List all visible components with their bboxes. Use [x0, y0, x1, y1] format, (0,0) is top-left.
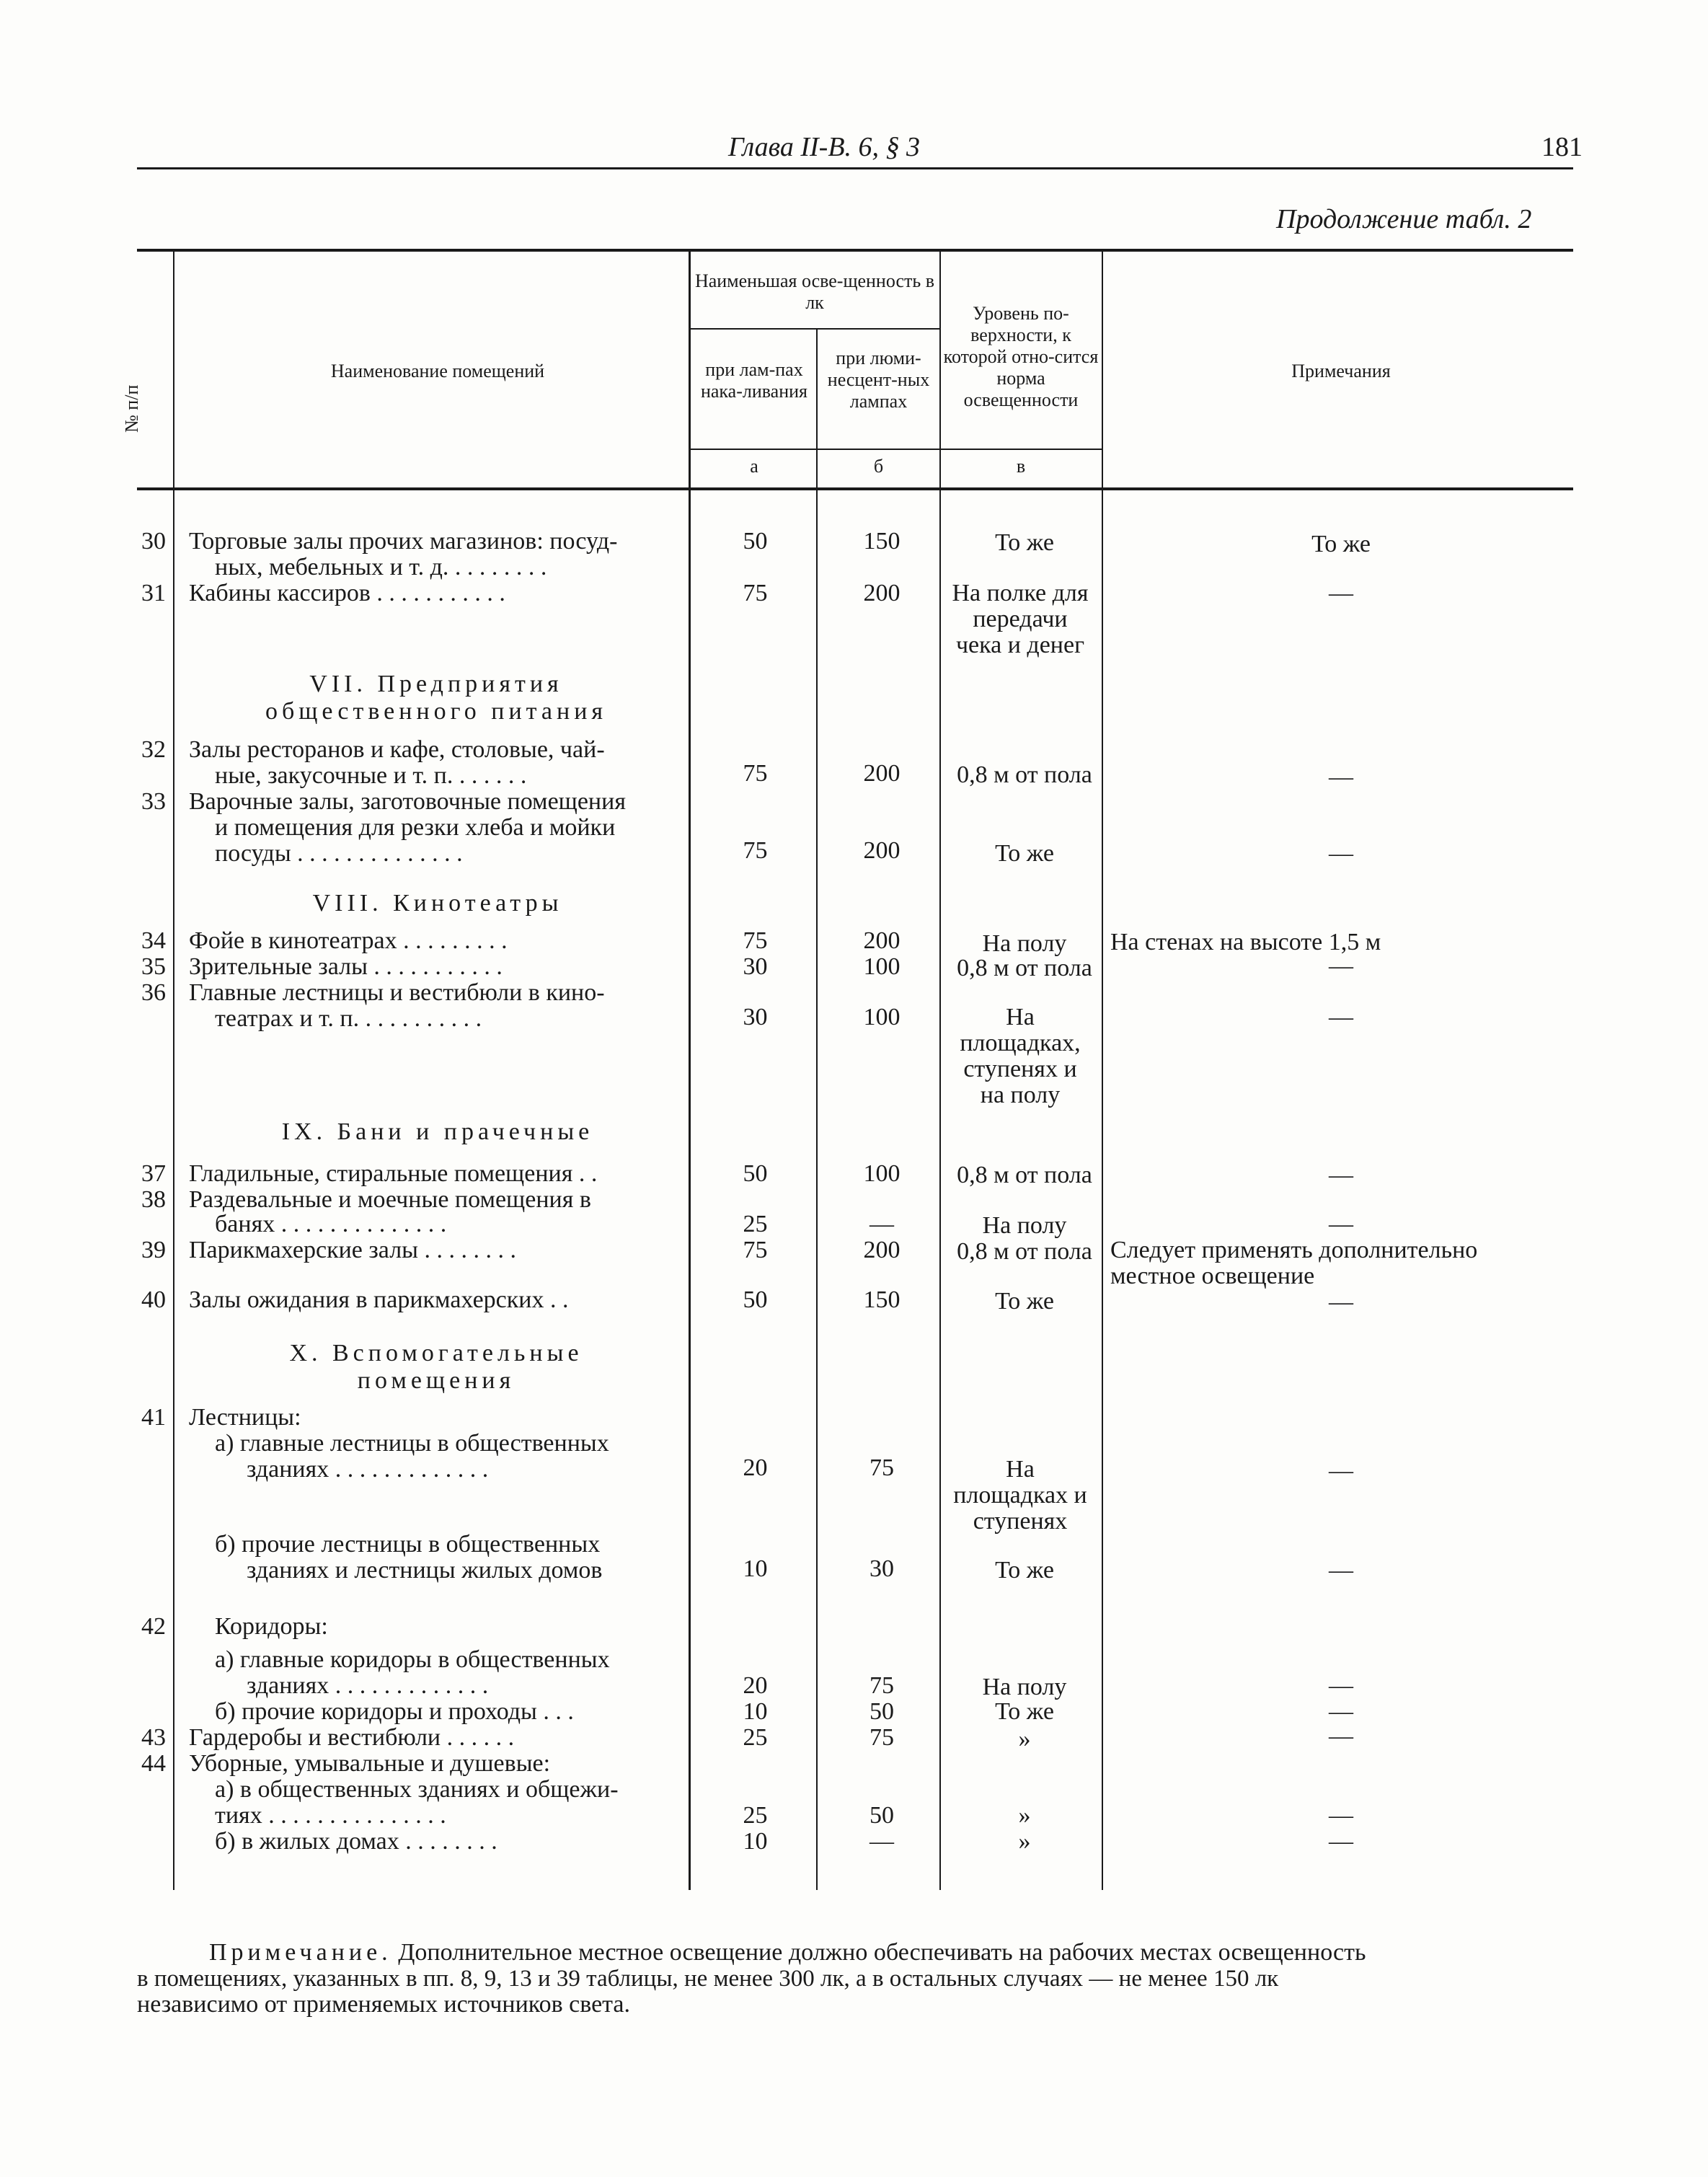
- room-name: Варочные залы, заготовочные помещения: [189, 788, 626, 815]
- row-number: 38: [141, 1186, 166, 1213]
- room-name: Гладильные, стиральные помещения . .: [189, 1160, 598, 1187]
- surface-level: То же: [995, 1557, 1054, 1584]
- value-b: 100: [863, 1004, 901, 1030]
- surface-level: 0,8 м от пола: [957, 1162, 1092, 1188]
- header-letter-rule: [691, 449, 1102, 450]
- row-number: 35: [141, 953, 166, 980]
- value-a: 25: [743, 1802, 768, 1829]
- note: Следует применять дополнительно местное освещение: [1110, 1237, 1478, 1289]
- value-a: 75: [743, 580, 768, 606]
- continuation-label: Продолжение табл. 2: [1276, 204, 1532, 234]
- value-a: 30: [743, 953, 768, 980]
- value-b: 75: [870, 1724, 894, 1751]
- room-name-sub: а) в общественных зданиях и общежи-: [215, 1776, 619, 1803]
- header-group-rule: [691, 328, 939, 330]
- room-name: Лестницы:: [189, 1404, 301, 1431]
- column-header-num: № п/п: [121, 384, 142, 433]
- room-name: Главные лестницы и вестибюли в кино-: [189, 979, 605, 1006]
- surface-level: 0,8 м от пола: [957, 955, 1092, 981]
- note: —: [1329, 764, 1353, 790]
- note: На стенах на высоте 1,5 м: [1110, 929, 1381, 955]
- value-b: —: [870, 1211, 894, 1237]
- value-b: 200: [863, 580, 901, 606]
- value-b: 75: [870, 1454, 894, 1481]
- surface-level: На площадках и ступенях: [953, 1456, 1087, 1535]
- value-a: 50: [743, 1286, 768, 1313]
- surface-level: На полу: [982, 1674, 1067, 1700]
- column-header-notes: Примечания: [1291, 361, 1391, 381]
- row-number: 41: [141, 1404, 166, 1431]
- section-heading: X. Вспомогательные помещения: [289, 1340, 583, 1394]
- note: —: [1329, 1802, 1353, 1829]
- room-name-sub: б) прочие лестницы в общественных: [215, 1531, 601, 1558]
- value-b: 50: [870, 1698, 894, 1725]
- value-b: 200: [863, 927, 901, 954]
- room-name: Залы ресторанов и кафе, столовые, чай-: [189, 736, 605, 763]
- value-a: 75: [743, 1237, 768, 1263]
- col-divider-2: [689, 252, 691, 1890]
- footnote-line-3: независимо от применяемых источников света.: [137, 1991, 631, 2018]
- value-a: 30: [743, 1004, 768, 1030]
- room-name: Парикмахерские залы . . . . . . . .: [189, 1237, 517, 1263]
- room-name-sub: а) главные лестницы в общественных: [215, 1430, 609, 1457]
- value-a: 75: [743, 837, 768, 864]
- surface-level: На площадках, ступенях и на полу: [960, 1004, 1081, 1108]
- note: —: [1329, 840, 1353, 867]
- column-header-min-group: Наименьшая осве-щенность в лк: [694, 270, 935, 313]
- surface-level: На полу: [982, 930, 1067, 957]
- room-name: Раздевальные и моечные помещения в: [189, 1186, 591, 1213]
- column-letter-v: в: [1016, 456, 1026, 477]
- col-divider-3: [816, 328, 818, 1890]
- note: —: [1329, 1211, 1353, 1237]
- note: —: [1329, 580, 1353, 606]
- value-b: —: [870, 1828, 894, 1855]
- room-name-cont: ных, мебельных и т. д. . . . . . . . .: [215, 554, 547, 580]
- column-header-name: Наименование помещений: [330, 361, 545, 381]
- row-number: 34: [141, 927, 166, 954]
- header-bottom-rule: [137, 487, 1573, 490]
- value-b: 150: [863, 1286, 901, 1313]
- surface-level: »: [1018, 1726, 1031, 1752]
- surface-level: На полке для передачи чека и денег: [952, 580, 1089, 658]
- value-a: 75: [743, 927, 768, 954]
- surface-level: То же: [995, 840, 1054, 867]
- room-name-cont: зданиях . . . . . . . . . . . . .: [247, 1672, 489, 1699]
- row-number: 44: [141, 1750, 166, 1777]
- note: —: [1329, 1557, 1353, 1584]
- value-b: 200: [863, 1237, 901, 1263]
- value-b: 75: [870, 1672, 894, 1699]
- section-heading: VII. Предприятия общественного питания: [265, 671, 608, 725]
- table-top-rule: [137, 249, 1573, 252]
- room-name-cont: посуды . . . . . . . . . . . . . .: [215, 840, 463, 867]
- note: —: [1329, 1162, 1353, 1188]
- value-a: 10: [743, 1828, 768, 1855]
- note: —: [1329, 1672, 1353, 1699]
- value-a: 20: [743, 1454, 768, 1481]
- chapter-header: Глава II-В. 6, § 3: [728, 132, 921, 162]
- room-name-sub: б) в жилых домах . . . . . . . .: [215, 1828, 497, 1855]
- value-b: 200: [863, 837, 901, 864]
- room-name: Залы ожидания в парикмахерских . .: [189, 1286, 569, 1313]
- room-name: Уборные, умывальные и душевые:: [189, 1750, 551, 1777]
- section-heading: VIII. Кинотеатры: [312, 890, 563, 917]
- row-number: 40: [141, 1286, 166, 1313]
- value-b: 150: [863, 528, 901, 555]
- room-name-cont: зданиях и лестницы жилых домов: [247, 1557, 603, 1584]
- row-number: 36: [141, 979, 166, 1006]
- surface-level: 0,8 м от пола: [957, 761, 1092, 788]
- value-b: 100: [863, 953, 901, 980]
- room-name: Зрительные залы . . . . . . . . . . .: [189, 953, 503, 980]
- value-b: 200: [863, 760, 901, 787]
- value-a: 25: [743, 1211, 768, 1237]
- surface-level: На полу: [982, 1212, 1067, 1239]
- column-letter-b: б: [873, 456, 884, 477]
- col-divider-1: [173, 252, 174, 1890]
- row-number: 32: [141, 736, 166, 763]
- col-divider-5: [1102, 252, 1103, 1890]
- note: —: [1329, 1828, 1353, 1855]
- room-name-cont: ные, закусочные и т. п. . . . . . .: [215, 762, 527, 789]
- footnote-lead: Примечание.: [209, 1939, 392, 1966]
- value-a: 25: [743, 1724, 768, 1751]
- value-a: 20: [743, 1672, 768, 1699]
- room-name-cont: театрах и т. п. . . . . . . . . . .: [215, 1005, 482, 1032]
- value-a: 10: [743, 1555, 768, 1582]
- value-b: 30: [870, 1555, 894, 1582]
- room-name-sub: б) прочие коридоры и проходы . . .: [215, 1698, 574, 1725]
- section-heading: IX. Бани и прачечные: [281, 1118, 594, 1145]
- row-number: 30: [141, 528, 166, 555]
- row-number: 37: [141, 1160, 166, 1187]
- page-number: 181: [1541, 132, 1583, 162]
- value-a: 10: [743, 1698, 768, 1725]
- note: —: [1329, 1457, 1353, 1484]
- column-header-a: при лам-пах нака-ливания: [700, 359, 808, 402]
- room-name-cont: банях . . . . . . . . . . . . . .: [215, 1211, 447, 1237]
- row-number: 33: [141, 788, 166, 815]
- row-number: 31: [141, 580, 166, 606]
- room-name-sub: а) главные коридоры в общественных: [215, 1646, 610, 1673]
- surface-level: То же: [995, 529, 1054, 556]
- surface-level: То же: [995, 1288, 1054, 1315]
- value-b: 100: [863, 1160, 901, 1187]
- surface-level: То же: [995, 1698, 1054, 1725]
- footnote-line-2: в помещениях, указанных в пп. 8, 9, 13 и 39 таблицы, не менее 300 лк, а в остальных случаях — не менее 150 лк: [137, 1966, 1279, 1992]
- row-number: 43: [141, 1724, 166, 1751]
- room-name: Коридоры:: [215, 1613, 328, 1640]
- note: —: [1329, 953, 1353, 979]
- surface-level: »: [1018, 1802, 1031, 1829]
- room-name-cont: зданиях . . . . . . . . . . . . .: [247, 1456, 489, 1483]
- header-rule: [137, 167, 1573, 169]
- note: —: [1329, 1698, 1353, 1725]
- value-b: 50: [870, 1802, 894, 1829]
- row-number: 42: [141, 1613, 166, 1640]
- column-header-b: при люми-несцент-ных лампах: [827, 348, 930, 412]
- surface-level: 0,8 м от пола: [957, 1238, 1092, 1265]
- note: —: [1329, 1723, 1353, 1749]
- room-name-cont: и помещения для резки хлеба и мойки: [215, 814, 616, 841]
- footnote-line-1: Дополнительное местное освещение должно обеспечивать на рабочих местах освещенность: [398, 1939, 1366, 1966]
- column-letter-a: а: [750, 456, 758, 477]
- room-name: Кабины кассиров . . . . . . . . . . .: [189, 580, 505, 606]
- column-header-level: Уровень по-верхности, к которой отно-сится норма освещенности: [943, 303, 1099, 410]
- room-name: Гардеробы и вестибюли . . . . . .: [189, 1724, 515, 1751]
- value-a: 75: [743, 760, 768, 787]
- value-a: 50: [743, 1160, 768, 1187]
- col-divider-4: [939, 252, 941, 1890]
- room-name: Фойе в кинотеатрах . . . . . . . . .: [189, 927, 508, 954]
- value-a: 50: [743, 528, 768, 555]
- row-number: 39: [141, 1237, 166, 1263]
- note: —: [1329, 1289, 1353, 1315]
- note: —: [1329, 1004, 1353, 1030]
- room-name-cont: тиях . . . . . . . . . . . . . . .: [215, 1802, 446, 1829]
- note: То же: [1311, 531, 1371, 557]
- room-name: Торговые залы прочих магазинов: посуд-: [189, 528, 618, 555]
- surface-level: »: [1018, 1828, 1031, 1855]
